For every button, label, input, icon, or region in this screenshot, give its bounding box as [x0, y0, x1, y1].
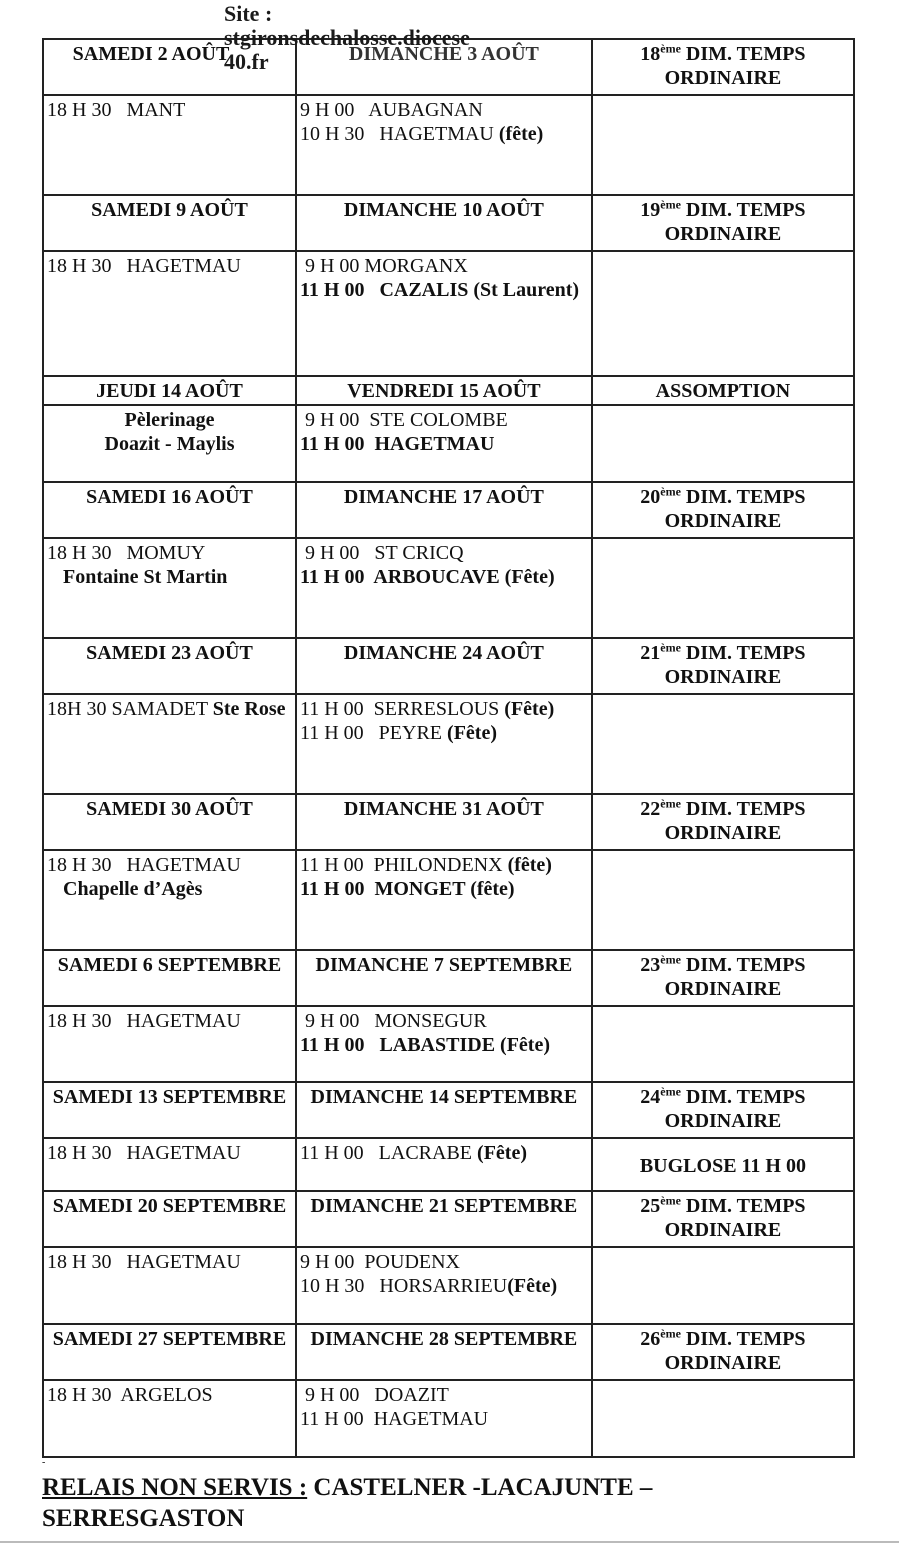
feast-header — [592, 195, 854, 251]
week-mass-row — [43, 1138, 854, 1191]
mass-time-place: 9 H 00 POUDENX — [299, 1251, 460, 1273]
mass-time-place: 18 H 30 HAGETMAU — [47, 1251, 241, 1273]
feast-note — [592, 405, 854, 482]
mass-time-place: 10 H 30 HAGETMAU — [299, 123, 499, 145]
feast-number: 18 — [640, 43, 661, 65]
feast-number: 25 — [640, 1195, 661, 1217]
saturday-masses — [43, 850, 296, 950]
mass-entry — [47, 697, 292, 721]
saturday-header: SAMEDI 30 AOÛT — [43, 794, 296, 850]
mass-time-place: 11 H 00 LACRABE — [299, 1142, 478, 1164]
feast-ordinal: ème — [660, 41, 681, 56]
saturday-header: SAMEDI 16 AOÛT — [43, 482, 296, 538]
sunday-header: DIMANCHE 24 AOÛT — [296, 638, 592, 694]
saturday-masses — [43, 1247, 296, 1324]
saturday-masses — [43, 538, 296, 638]
mass-entry — [300, 122, 588, 146]
mass-entry — [300, 1274, 588, 1298]
week-mass-row — [43, 1247, 854, 1324]
feast-number: 22 — [640, 798, 661, 820]
feast-ordinal: ème — [660, 197, 681, 212]
mass-time-place: 18H 30 SAMADET — [47, 698, 213, 720]
sunday-masses — [296, 1006, 592, 1082]
mass-entry — [47, 1383, 292, 1407]
feast-number: 19 — [640, 199, 661, 221]
feast-title: DIM. TEMPS ORDINAIRE — [664, 954, 806, 1000]
mass-entry — [300, 278, 588, 302]
saturday-header: SAMEDI 9 AOÛT — [43, 195, 296, 251]
feast-number: 21 — [640, 642, 661, 664]
mass-entry — [300, 408, 588, 432]
sunday-header: DIMANCHE 31 AOÛT — [296, 794, 592, 850]
week-mass-row — [43, 405, 854, 482]
feast-header — [592, 482, 854, 538]
feast-title: DIM. TEMPS ORDINAIRE — [664, 199, 806, 245]
feast-header — [592, 638, 854, 694]
saturday-masses — [43, 1138, 296, 1191]
feast-title: DIM. TEMPS ORDINAIRE — [664, 1328, 806, 1374]
feast-header — [592, 1324, 854, 1380]
feast-note: BUGLOSE 11 H 00 — [592, 1138, 854, 1191]
mass-entry — [300, 541, 588, 565]
site-line-1: Site : — [224, 1, 273, 26]
saturday-header: JEUDI 14 AOÛT — [43, 376, 296, 405]
mass-time-place: 11 H 00 PEYRE — [299, 722, 448, 744]
sunday-masses — [296, 1380, 592, 1457]
sunday-header: DIMANCHE 7 SEPTEMBRE — [296, 950, 592, 1006]
feast-header — [592, 376, 854, 405]
saturday-header: SAMEDI 13 SEPTEMBRE — [43, 1082, 296, 1138]
mass-bold-text: (Fête) — [504, 698, 555, 720]
feast-ordinal: ème — [660, 484, 681, 499]
sunday-masses — [296, 694, 592, 794]
sunday-masses — [296, 95, 592, 195]
mass-entry: Fontaine St Martin — [63, 566, 228, 588]
feast-note — [592, 95, 854, 195]
sunday-header: DIMANCHE 17 AOÛT — [296, 482, 592, 538]
mass-time-place: 9 H 00 STE COLOMBE — [299, 409, 508, 431]
feast-header — [592, 794, 854, 850]
mass-bold-text: 11 H 00 MONGET (fête) — [299, 878, 515, 900]
week-mass-row — [43, 1380, 854, 1457]
mass-entry — [300, 98, 588, 122]
feast-title: DIM. TEMPS ORDINAIRE — [664, 1086, 806, 1132]
mass-time-place: 18 H 30 ARGELOS — [47, 1384, 213, 1406]
saturday-masses — [43, 1380, 296, 1457]
saturday-header: SAMEDI 23 AOÛT — [43, 638, 296, 694]
mass-entry — [300, 1250, 588, 1274]
mass-time-place: 18 H 30 HAGETMAU — [47, 1010, 241, 1032]
feast-header — [592, 39, 854, 95]
feast-ordinal: ème — [660, 796, 681, 811]
feast-header — [592, 950, 854, 1006]
feast-note — [592, 694, 854, 794]
mass-entry — [47, 98, 292, 122]
footer-relais — [42, 1472, 842, 1534]
mass-bold-text: (Fête) — [507, 1275, 558, 1297]
feast-ordinal: ème — [660, 1193, 681, 1208]
mass-bold-text: (fête) — [498, 123, 544, 145]
feast-title: ASSOMPTION — [655, 380, 791, 402]
sunday-masses — [296, 251, 592, 376]
mass-entry — [300, 254, 588, 278]
sunday-masses — [296, 538, 592, 638]
saturday-masses — [43, 95, 296, 195]
week-mass-row — [43, 538, 854, 638]
week-mass-row — [43, 251, 854, 376]
mass-entry — [47, 1009, 292, 1033]
mass-time-place: 9 H 00 AUBAGNAN — [299, 99, 483, 121]
mass-time-place: 9 H 00 ST CRICQ — [299, 542, 464, 564]
sunday-header: DIMANCHE 14 SEPTEMBRE — [296, 1082, 592, 1138]
mass-bold-text: Ste Rose — [212, 698, 286, 720]
feast-ordinal: ème — [660, 1326, 681, 1341]
mass-entry — [300, 1141, 588, 1165]
mass-time-place: 10 H 30 HORSARRIEU — [299, 1275, 508, 1297]
feast-note — [592, 850, 854, 950]
mass-bold-text: 11 H 00 LABASTIDE (Fête) — [299, 1034, 550, 1056]
bottom-divider — [0, 1541, 899, 1543]
mass-entry — [300, 853, 588, 877]
saturday-masses — [43, 694, 296, 794]
mass-time-place: 18 H 30 HAGETMAU — [47, 255, 241, 277]
saturday-header: SAMEDI 6 SEPTEMBRE — [43, 950, 296, 1006]
feast-note — [592, 1380, 854, 1457]
mass-time-place: 18 H 30 HAGETMAU — [47, 854, 241, 876]
week-mass-row — [43, 694, 854, 794]
saturday-masses — [43, 1006, 296, 1082]
mass-time-place: 11 H 00 SERRESLOUS — [299, 698, 505, 720]
sunday-masses — [296, 405, 592, 482]
feast-header — [592, 1082, 854, 1138]
mass-time-place: 9 H 00 MORGANX — [299, 255, 468, 277]
saturday-header: SAMEDI 27 SEPTEMBRE — [43, 1324, 296, 1380]
saturday-header: SAMEDI 20 SEPTEMBRE — [43, 1191, 296, 1247]
sunday-header: DIMANCHE 3 AOÛT — [296, 39, 592, 95]
site-line-3: 40.fr — [224, 49, 269, 74]
saturday-masses — [43, 405, 296, 482]
sunday-masses — [296, 1247, 592, 1324]
week-header-row — [43, 195, 854, 251]
mass-entry — [47, 1141, 292, 1165]
week-header-row — [43, 638, 854, 694]
feast-note — [592, 1006, 854, 1082]
mass-time-place: 9 H 00 MONSEGUR — [299, 1010, 487, 1032]
mass-entry — [300, 565, 588, 589]
week-mass-row — [43, 1006, 854, 1082]
feast-number: 26 — [640, 1328, 661, 1350]
week-mass-row — [43, 95, 854, 195]
mass-entry — [300, 1033, 588, 1057]
mass-entry — [300, 697, 588, 721]
sunday-header: DIMANCHE 10 AOÛT — [296, 195, 592, 251]
footer-label: RELAIS NON SERVIS : — [42, 1474, 308, 1501]
footer-text: CASTELNER -LACAJUNTE – SERRESGASTON — [42, 1474, 653, 1532]
site-label — [224, 2, 514, 74]
mass-bold-text: 11 H 00 ARBOUCAVE (Fête) — [299, 566, 555, 588]
mass-time-place: 11 H 00 PHILONDENX — [299, 854, 508, 876]
mass-entry — [300, 1407, 588, 1431]
week-header-row — [43, 950, 854, 1006]
week-header-row — [43, 794, 854, 850]
footer-dash: - — [42, 1457, 46, 1468]
sunday-header: DIMANCHE 21 SEPTEMBRE — [296, 1191, 592, 1247]
feast-title: DIM. TEMPS ORDINAIRE — [664, 1195, 806, 1241]
feast-title: DIM. TEMPS ORDINAIRE — [664, 798, 806, 844]
mass-entry — [300, 877, 588, 901]
saturday-masses — [43, 251, 296, 376]
feast-header — [592, 1191, 854, 1247]
week-header-row — [43, 482, 854, 538]
site-line-2: stgironsdechalosse.diocese — [224, 25, 470, 50]
mass-bold-text: (Fête) — [447, 722, 497, 744]
week-header-row — [43, 1191, 854, 1247]
sunday-masses — [296, 850, 592, 950]
mass-entry — [47, 541, 292, 565]
mass-bold-text: 11 H 00 HAGETMAU — [299, 433, 495, 455]
mass-entry — [300, 1383, 588, 1407]
week-header-row — [43, 1324, 854, 1380]
mass-time-place: 18 H 30 MOMUY — [47, 542, 206, 564]
mass-time-place: 9 H 00 DOAZIT — [299, 1384, 449, 1406]
feast-note — [592, 1247, 854, 1324]
mass-bold-text: 11 H 00 CAZALIS (St Laurent) — [299, 279, 580, 301]
feast-number: 24 — [640, 1086, 661, 1108]
sunday-masses — [296, 1138, 592, 1191]
feast-note — [592, 538, 854, 638]
sunday-header: DIMANCHE 28 SEPTEMBRE — [296, 1324, 592, 1380]
saturday-header: SAMEDI 2 AOÛT — [43, 39, 296, 95]
feast-title: DIM. TEMPS ORDINAIRE — [664, 642, 806, 688]
mass-time-place: 18 H 30 MANT — [47, 99, 186, 121]
mass-entry: Chapelle d’Agès — [63, 878, 203, 900]
week-header-row — [43, 376, 854, 405]
mass-entry: Doazit - Maylis — [104, 433, 235, 455]
feast-note — [592, 251, 854, 376]
feast-ordinal: ème — [660, 640, 681, 655]
mass-time-place: 11 H 00 HAGETMAU — [299, 1408, 489, 1430]
mass-entry — [47, 1250, 292, 1274]
feast-title: DIM. TEMPS ORDINAIRE — [664, 486, 806, 532]
mass-bold-text: (Fête) — [477, 1142, 527, 1164]
feast-ordinal: ème — [660, 1084, 681, 1099]
feast-number: 20 — [640, 486, 661, 508]
feast-number: 23 — [640, 954, 661, 976]
week-mass-row — [43, 850, 854, 950]
mass-entry — [300, 721, 588, 745]
feast-ordinal: ème — [660, 952, 681, 967]
mass-entry — [47, 853, 292, 877]
sunday-header: VENDREDI 15 AOÛT — [296, 376, 592, 405]
mass-entry: Pèlerinage — [124, 409, 215, 431]
mass-schedule-table — [42, 38, 855, 1458]
mass-time-place: 18 H 30 HAGETMAU — [47, 1142, 241, 1164]
mass-bold-text: (fête) — [507, 854, 552, 876]
mass-entry — [47, 254, 292, 278]
mass-entry — [300, 1009, 588, 1033]
feast-title: DIM. TEMPS ORDINAIRE — [664, 43, 806, 89]
mass-entry — [300, 432, 588, 456]
week-header-row — [43, 1082, 854, 1138]
